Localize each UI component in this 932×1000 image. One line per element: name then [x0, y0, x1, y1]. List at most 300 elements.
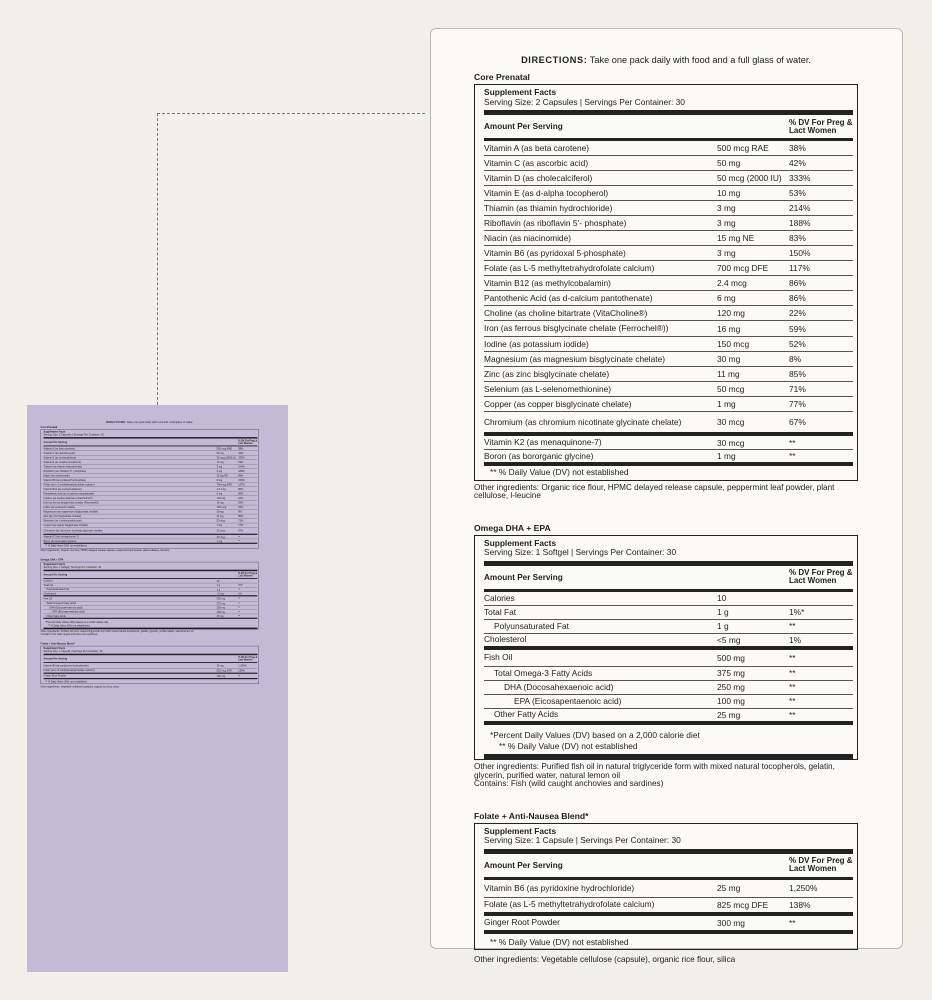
- core-cell-name: Vitamin A (as beta carotene): [484, 142, 590, 153]
- core-cell-amount: 3 mg: [216, 469, 223, 473]
- folate-other-ingredients: Other ingredients: Vegetable cellulose (capsule), organic rice flour, silica: [40, 685, 119, 689]
- core-cell-name: Choline (as choline bitartrate (VitaCholine®): [484, 307, 648, 318]
- core-cell-name: Thiamin (as thiamin hydrochloride): [43, 464, 83, 468]
- core-cell-amount: 50 mcg: [717, 384, 745, 394]
- core-cell-dv: 22%: [238, 496, 244, 500]
- folate-cell-dv: 1,250%: [789, 883, 818, 894]
- col-dv: % DV For Preg & Lact Women: [238, 572, 258, 578]
- core-cell-dv: 38%: [238, 447, 244, 450]
- omega-title: Omega DHA + EPA: [474, 522, 551, 533]
- core-cell-dv: 214%: [789, 203, 811, 213]
- col-dv: % DV For Preg & Lact Women: [789, 856, 853, 874]
- omega-cell-dv: **: [238, 614, 241, 618]
- omega-cell-amount: 500 mg: [216, 597, 225, 601]
- core-cell-dv: 59%: [238, 501, 244, 505]
- core-cell-dv: 83%: [238, 474, 244, 477]
- core-cell-name: Copper (as copper bisglycinate chelate): [484, 398, 632, 409]
- folate-cell-dv: **: [789, 917, 796, 928]
- core-cell-amount: 500 mcg RAE: [216, 447, 233, 450]
- omega-cell-amount: 1 g: [717, 607, 729, 618]
- omega-cell-name: Calories: [43, 579, 53, 583]
- core-cell-name: Iodine (as potassium iodide): [484, 338, 589, 349]
- omega-cell-name: Fish Oil: [43, 597, 53, 601]
- omega-footnote-percent: *Percent Daily Values (DV) based on a 2,000 calorie diet: [490, 729, 700, 740]
- folate-cell-amount: 825 mcg DFE: [717, 899, 769, 910]
- folate-cell-amount: 25 mg: [216, 663, 224, 667]
- omega-cell-name: Calories: [484, 592, 515, 603]
- omega-cell-amount: 1 g: [216, 583, 221, 587]
- omega-cell-amount: 500 mg: [717, 652, 745, 663]
- core-cell-dv: 150%: [789, 248, 811, 258]
- core-cell-dv: **: [238, 539, 241, 543]
- folate-sf-title: Supplement Facts: [484, 825, 557, 836]
- core-cell-dv: 42%: [238, 451, 244, 455]
- core-cell-dv: 52%: [789, 339, 806, 349]
- omega-table-row: [484, 709, 853, 725]
- core-cell-dv: 67%: [789, 417, 806, 427]
- core-cell-name: Vitamin A (as beta carotene): [43, 446, 76, 450]
- core-table-row: [484, 436, 853, 450]
- core-cell-dv: 85%: [789, 369, 806, 379]
- core-supplement-facts: [474, 84, 858, 481]
- omega-cell-amount: 1 g: [717, 621, 729, 632]
- folate-rows: [484, 880, 853, 934]
- connector-line-vertical: [157, 113, 158, 405]
- core-table-row: [484, 171, 853, 186]
- omega-cell-amount: 100 mg: [717, 696, 745, 707]
- core-table-row: [484, 156, 853, 171]
- omega-cell-name: Other Fatty Acids: [46, 614, 66, 618]
- folate-table-row: [484, 916, 853, 934]
- core-cell-name: Vitamin K2 (as menaquinone-7): [484, 437, 602, 447]
- omega-cell-name: Cholesterol: [484, 634, 527, 645]
- core-cell-dv: 71%: [789, 384, 806, 394]
- omega-supplement-facts: [474, 535, 858, 760]
- core-cell-name: Vitamin B12 (as methylcobalamin): [43, 487, 82, 491]
- core-rows: [44, 446, 258, 544]
- core-cell-amount: 15 mg NE: [216, 474, 228, 477]
- core-table-row: [484, 261, 853, 276]
- col-amount-per-serving: Amount Per Serving: [484, 572, 563, 582]
- omega-cell-name: EPA (Eicosapentaenoic acid): [52, 610, 85, 614]
- core-cell-dv: 53%: [238, 460, 244, 464]
- supplement-facts-panel: [430, 28, 903, 965]
- core-cell-amount: 700 mcg DFE: [216, 483, 232, 486]
- core-cell-amount: 50 mg: [216, 451, 224, 455]
- core-cell-name: Copper (as copper bisglycinate chelate): [43, 523, 88, 527]
- omega-cell-name: EPA (Eicosapentaenoic acid): [514, 695, 622, 706]
- core-prenatal-title: Core Prenatal: [40, 425, 58, 429]
- core-cell-dv: 214%: [238, 465, 245, 468]
- core-other-ingredients: Other ingredients: Organic rice flour, HPMC delayed release capsule, peppermint leaf powder, plant cellulose, l-leucine: [474, 482, 835, 501]
- core-cell-amount: 3 mg: [717, 248, 736, 258]
- core-cell-amount: 1 mg: [216, 523, 223, 527]
- core-cell-name: Vitamin E (as d-alpha tocopherol): [484, 187, 609, 198]
- core-cell-amount: 1 mg: [717, 399, 736, 409]
- omega-cell-amount: 250 mg: [717, 682, 745, 693]
- folate-cell-name: Vitamin B6 (as pyridoxine hydrochloride): [484, 882, 635, 893]
- core-cell-dv: 117%: [238, 483, 245, 486]
- core-cell-dv: **: [789, 451, 796, 461]
- omega-sf-header: [484, 536, 853, 566]
- omega-rows: [484, 592, 853, 725]
- core-cell-amount: 50 mcg: [216, 519, 225, 523]
- omega-table-row: [484, 681, 853, 695]
- core-cell-amount: 3 mg: [216, 478, 223, 482]
- core-cell-amount: 16 mg: [717, 323, 741, 334]
- omega-cell-amount: 1 g: [216, 587, 221, 591]
- core-cell-dv: 188%: [238, 469, 245, 473]
- core-cell-name: Folate (as L-5 methyltetrahydrofolate calcium): [484, 262, 655, 273]
- omega-cell-name: Total Fat: [484, 606, 517, 617]
- core-cell-dv: 38%: [789, 143, 806, 153]
- folate-cell-amount: 825 mcg DFE: [216, 668, 232, 672]
- folate-cell-amount: 25 mg: [717, 883, 741, 894]
- core-cell-name: Magnesium (as magnesium bisglycinate chelate): [484, 353, 666, 364]
- core-cell-name: Iron (as ferrous bisglycinate chelate (Ferrochel®)): [484, 323, 669, 333]
- omega-cell-dv: **: [789, 668, 796, 679]
- core-cell-amount: 30 mcg: [216, 535, 225, 539]
- omega-cell-dv: **: [789, 682, 796, 693]
- omega-table-row: [484, 620, 853, 634]
- core-table-row: [484, 276, 853, 291]
- omega-sf-header: [44, 562, 258, 571]
- omega-contains: Contains: Fish (wild caught anchovies and sardines): [40, 632, 98, 636]
- omega-cell-dv: **: [238, 587, 241, 591]
- omega-cell-name: DHA (Docosahexaenoic acid): [49, 606, 83, 610]
- connector-line-horizontal: [157, 113, 425, 114]
- omega-table-row: [484, 634, 853, 650]
- omega-cell-name: DHA (Docosahexaenoic acid): [504, 681, 614, 692]
- folate-sf-title: Supplement Facts: [43, 646, 66, 650]
- core-cell-amount: 30 mcg: [717, 417, 745, 427]
- omega-serving-info: Serving Size: 1 Softgel | Servings Per Container: 30: [484, 547, 677, 558]
- col-dv: % DV For Preg & Lact Women: [789, 117, 853, 135]
- col-amount-per-serving: Amount Per Serving: [43, 573, 68, 577]
- omega-cell-name: Other Fatty Acids: [494, 709, 559, 720]
- folate-serving-info: Serving Size: 1 Capsule | Servings Per Container: 30: [484, 835, 681, 846]
- omega-cell-name: Polyunsaturated Fat: [46, 587, 69, 591]
- folate-footnote: ** % Daily Value (DV) not established: [45, 679, 87, 683]
- omega-rows: [44, 579, 258, 619]
- core-cell-amount: 120 mg: [717, 308, 745, 318]
- core-cell-name: Vitamin D (as cholecalciferol): [484, 172, 593, 183]
- core-cell-amount: 30 mg: [216, 510, 224, 514]
- omega-table-row: [484, 650, 853, 667]
- omega-cell-dv: **: [789, 696, 796, 707]
- omega-cell-name: Cholesterol: [43, 591, 57, 595]
- omega-column-header: [44, 571, 258, 579]
- omega-cell-dv: **: [789, 621, 796, 632]
- col-dv: % DV For Preg & Lact Women: [238, 439, 258, 445]
- folate-cell-dv: 1,250%: [238, 663, 247, 667]
- folate-cell-dv: **: [238, 674, 241, 678]
- col-amount-per-serving: Amount Per Serving: [484, 860, 563, 870]
- thumbnail-label-content: [27, 405, 268, 688]
- core-cell-dv: 333%: [789, 173, 811, 183]
- folate-other-ingredients: Other ingredients: Vegetable cellulose (capsule), organic rice flour, silica: [474, 955, 736, 965]
- omega-sf-title: Supplement Facts: [43, 562, 66, 566]
- core-cell-name: Niacin (as niacinomide): [484, 232, 572, 243]
- core-cell-dv: 188%: [789, 218, 811, 228]
- omega-cell-amount: <5 mg: [717, 634, 741, 645]
- core-rows: [484, 141, 853, 466]
- core-cell-amount: 2.4 mcg: [216, 487, 226, 491]
- omega-cell-amount: 10: [216, 579, 220, 583]
- core-cell-name: Chromium (as chromium nicotinate glycinate chelate): [43, 529, 103, 533]
- folate-cell-name: Ginger Root Powder: [43, 674, 67, 678]
- core-cell-name: Folate (as L-5 methyltetrahydrofolate calcium): [43, 482, 95, 486]
- core-table-row: [484, 216, 853, 231]
- folate-supplement-facts: [474, 823, 858, 951]
- core-cell-name: Vitamin B6 (as pyridoxal 5-phosphate): [43, 478, 87, 482]
- folate-column-header: [44, 655, 258, 663]
- core-cell-name: Chromium (as chromium nicotinate glycinate chelate): [484, 416, 682, 427]
- core-footnote: ** % Daily Value (DV) not established: [45, 544, 87, 548]
- col-amount-per-serving: Amount Per Serving: [43, 440, 68, 444]
- core-cell-name: Vitamin K2 (as menaquinone-7): [43, 535, 79, 539]
- core-sf-title: Supplement Facts: [484, 87, 557, 97]
- omega-cell-amount: 100 mg: [216, 610, 225, 614]
- omega-cell-amount: <5 mg: [216, 591, 224, 595]
- folate-serving-info: Serving Size: 1 Capsule | Servings Per Container: 30: [43, 649, 103, 653]
- core-serving-info: Serving Size: 2 Capsules | Servings Per Container: 30: [43, 433, 104, 437]
- core-cell-dv: 333%: [238, 456, 245, 459]
- core-cell-amount: 30 mcg: [717, 437, 745, 448]
- core-table-row: [484, 186, 853, 201]
- core-cell-name: Iron (as ferrous bisglycinate chelate (Ferrochel®)): [43, 501, 99, 504]
- core-cell-amount: 30 mg: [717, 354, 741, 364]
- folate-cell-name: Vitamin B6 (as pyridoxine hydrochloride): [43, 663, 89, 667]
- omega-cell-amount: 250 mg: [216, 606, 225, 610]
- directions-label: DIRECTIONS:: [106, 420, 127, 424]
- core-supplement-facts: [41, 429, 259, 548]
- core-cell-name: Pantothenic Acid (as d-calcium pantothenate): [43, 491, 95, 495]
- omega-table-row: [484, 606, 853, 620]
- core-cell-amount: 6 mg: [717, 293, 736, 303]
- core-cell-amount: 120 mg: [216, 496, 225, 500]
- core-cell-dv: 8%: [789, 354, 802, 364]
- core-table-row: [44, 528, 258, 535]
- omega-cell-name: Total Fat: [43, 583, 54, 587]
- core-cell-amount: 11 mg: [717, 369, 740, 379]
- core-cell-dv: 59%: [789, 323, 806, 334]
- omega-serving-info: Serving Size: 1 Softgel | Servings Per Container: 30: [43, 565, 102, 569]
- core-cell-amount: 6 mg: [216, 492, 223, 495]
- core-table-row: [484, 141, 853, 156]
- omega-footnote-percent: *Percent Daily Values (DV) based on a 2,000 calorie diet: [45, 620, 109, 624]
- core-cell-name: Pantothenic Acid (as d-calcium pantothenate): [484, 292, 653, 303]
- core-cell-dv: 77%: [238, 523, 244, 527]
- core-cell-name: Zinc (as zinc bisglycinate chelate): [43, 514, 82, 518]
- core-cell-dv: 52%: [238, 505, 244, 509]
- omega-sf-title: Supplement Facts: [484, 537, 557, 548]
- omega-cell-name: Fish Oil: [484, 652, 513, 663]
- core-table-row: [484, 450, 853, 466]
- core-cell-name: Selenium (as L-selenomethionine): [484, 383, 612, 394]
- folate-cell-name: Folate (as L-5 methyltetrahydrofolate calcium): [484, 899, 655, 910]
- omega-other-ingredients: Other ingredients: Purified fish oil in natural triglyceride form with mixed natural tocopherols, gelatin, glycerin, purified water, natural lemon oil: [474, 761, 835, 780]
- folate-sf-header: [484, 824, 853, 854]
- core-cell-name: Vitamin B6 (as pyridoxal 5-phosphate): [484, 247, 626, 258]
- core-table-row: [484, 412, 853, 436]
- omega-cell-dv: **: [238, 597, 241, 601]
- omega-supplement-facts: [41, 562, 259, 630]
- core-cell-amount: 16 mg: [216, 501, 224, 505]
- core-footnote: ** % Daily Value (DV) not established: [490, 467, 629, 477]
- omega-footnote-dv: ** % Daily Value (DV) not established: [484, 742, 853, 759]
- folate-cell-name: Folate (as L-5 methyltetrahydrofolate calcium): [43, 668, 95, 672]
- core-cell-name: Boron (as bororganic glycine): [484, 450, 594, 461]
- folate-title: Folate + Anti-Nausea Blend*: [474, 810, 589, 821]
- core-cell-dv: 86%: [238, 492, 244, 495]
- col-dv: % DV For Preg & Lact Women: [789, 568, 853, 586]
- label-content: [474, 55, 858, 965]
- core-table-row: [484, 352, 853, 367]
- core-cell-amount: 3 mg: [717, 203, 736, 213]
- core-serving-info: Serving Size: 2 Capsules | Servings Per Container: 30: [484, 96, 685, 107]
- core-cell-name: Zinc (as zinc bisglycinate chelate): [484, 368, 610, 379]
- core-cell-amount: 500 mcg RAE: [717, 143, 769, 153]
- core-table-row: [484, 291, 853, 306]
- omega-cell-dv: **: [238, 602, 241, 606]
- core-sf-title: Supplement Facts: [43, 430, 66, 434]
- directions-text: Take one pack daily with food and a full glass of water.: [126, 420, 194, 424]
- omega-cell-amount: 10: [717, 593, 727, 604]
- core-cell-dv: 117%: [789, 263, 810, 273]
- core-cell-amount: 10 mg: [216, 460, 224, 464]
- folate-cell-dv: 138%: [789, 899, 811, 910]
- core-prenatal-title: Core Prenatal: [474, 72, 530, 82]
- omega-cell-dv: **: [789, 709, 796, 720]
- col-dv: % DV For Preg & Lact Women: [238, 655, 258, 661]
- core-cell-dv: 83%: [789, 233, 806, 243]
- omega-cell-dv: 1%: [789, 634, 802, 645]
- core-cell-name: Boron (as bororganic glycine): [43, 539, 77, 543]
- directions-label: DIRECTIONS:: [521, 55, 588, 65]
- core-cell-dv: 42%: [789, 158, 806, 168]
- core-table-row: [484, 306, 853, 321]
- core-cell-amount: 3 mg: [216, 465, 223, 468]
- core-cell-dv: 86%: [238, 487, 244, 491]
- core-cell-name: Riboflavin (as riboflavin 5’- phosphate): [43, 469, 87, 473]
- product-label-thumbnail: [27, 405, 288, 972]
- label-content: [41, 421, 259, 689]
- core-cell-amount: 3 mg: [717, 218, 736, 228]
- core-cell-amount: 30 mcg: [216, 529, 225, 533]
- omega-cell-dv: **: [238, 606, 241, 610]
- omega-footnote-dv: ** % Daily Value (DV) not established: [44, 624, 258, 629]
- core-cell-amount: 50 mcg (2000 IU): [717, 173, 782, 183]
- directions: [474, 55, 858, 65]
- core-cell-dv: 8%: [238, 510, 242, 514]
- core-cell-name: Vitamin C (as ascorbic acid): [484, 157, 589, 168]
- folate-column-header: [484, 854, 853, 880]
- core-column-header: [44, 439, 258, 447]
- core-cell-amount: 2.4 mcg: [717, 278, 747, 288]
- folate-title: Folate + Anti-Nausea Blend*: [40, 642, 75, 646]
- omega-cell-name: Total Omega-3 Fatty Acids: [494, 667, 593, 678]
- core-cell-dv: 86%: [789, 278, 806, 288]
- core-cell-dv: 150%: [238, 478, 245, 482]
- col-amount-per-serving: Amount Per Serving: [484, 122, 563, 131]
- folate-rows: [44, 663, 258, 679]
- core-cell-amount: 50 mg: [717, 158, 741, 168]
- core-cell-name: Vitamin E (as d-alpha tocopherol): [43, 460, 81, 464]
- core-table-row: [484, 397, 853, 412]
- omega-table-row: [484, 667, 853, 681]
- omega-cell-amount: 375 mg: [717, 668, 745, 679]
- core-cell-name: Niacin (as niacinomide): [43, 473, 70, 477]
- folate-sf-header: [44, 646, 258, 655]
- panel-label-content: [431, 29, 902, 965]
- core-cell-name: Magnesium (as magnesium bisglycinate chelate): [43, 510, 98, 514]
- core-cell-dv: 67%: [238, 529, 244, 533]
- core-sf-header: [44, 430, 258, 439]
- core-cell-name: Vitamin B12 (as methylcobalamin): [484, 277, 611, 288]
- omega-cell-dv: **: [238, 610, 241, 614]
- core-cell-name: Choline (as choline bitartrate (VitaCholine®): [43, 496, 93, 500]
- core-cell-amount: 50 mcg (2000 IU): [216, 456, 237, 459]
- omega-cell-amount: 25 mg: [717, 709, 741, 720]
- core-table-row: [484, 337, 853, 352]
- core-table-row: [484, 231, 853, 246]
- core-cell-amount: 700 mcg DFE: [717, 263, 769, 273]
- omega-table-row: [484, 695, 853, 709]
- core-cell-dv: 77%: [789, 399, 806, 409]
- folate-table-row: [484, 898, 853, 916]
- folate-table-row: [484, 880, 853, 898]
- core-table-row: [484, 246, 853, 261]
- folate-cell-amount: 300 mg: [216, 674, 225, 678]
- folate-cell-amount: 300 mg: [717, 917, 745, 928]
- core-cell-name: Riboflavin (as riboflavin 5’- phosphate): [484, 217, 627, 228]
- core-sf-header: [484, 85, 853, 115]
- core-cell-name: Selenium (as L-selenomethionine): [43, 519, 82, 523]
- directions-text: Take one pack daily with food and a full glass of water.: [589, 55, 811, 65]
- core-table-row: [484, 367, 853, 382]
- core-cell-dv: **: [238, 535, 241, 539]
- omega-cell-amount: 375 mg: [216, 602, 225, 606]
- core-other-ingredients: Other ingredients: Organic rice flour, HPMC delayed release capsule, peppermint leaf powder, plant cellulose, l-leucine: [40, 548, 170, 552]
- core-cell-dv: **: [789, 437, 796, 448]
- omega-title: Omega DHA + EPA: [40, 558, 64, 562]
- core-cell-dv: 71%: [238, 519, 244, 523]
- core-cell-amount: 15 mg NE: [717, 233, 755, 243]
- core-cell-amount: 1 mg: [216, 539, 223, 543]
- core-cell-dv: 22%: [789, 308, 806, 318]
- core-cell-name: Vitamin C (as ascorbic acid): [43, 451, 75, 455]
- core-cell-amount: 1 mg: [717, 451, 736, 461]
- core-cell-amount: 150 mcg: [216, 505, 227, 509]
- core-cell-amount: 10 mg: [717, 188, 741, 198]
- core-column-header: [484, 115, 853, 141]
- folate-cell-dv: 138%: [238, 668, 245, 672]
- omega-cell-dv: 1%*: [238, 583, 243, 587]
- omega-cell-dv: 1%*: [789, 607, 805, 618]
- folate-cell-name: Ginger Root Powder: [484, 917, 560, 928]
- omega-column-header: [484, 566, 853, 592]
- omega-cell-amount: 25 mg: [216, 614, 224, 618]
- core-table-row: [484, 321, 853, 337]
- omega-cell-name: Total Omega-3 Fatty Acids: [46, 601, 76, 605]
- omega-cell-dv: **: [789, 652, 796, 663]
- core-cell-amount: 11 mg: [216, 514, 224, 518]
- omega-contains: Contains: Fish (wild caught anchovies and sardines): [474, 779, 664, 789]
- core-cell-dv: 53%: [789, 188, 806, 198]
- core-cell-amount: 150 mcg: [717, 339, 750, 349]
- folate-footnote: ** % Daily Value (DV) not established: [490, 936, 629, 947]
